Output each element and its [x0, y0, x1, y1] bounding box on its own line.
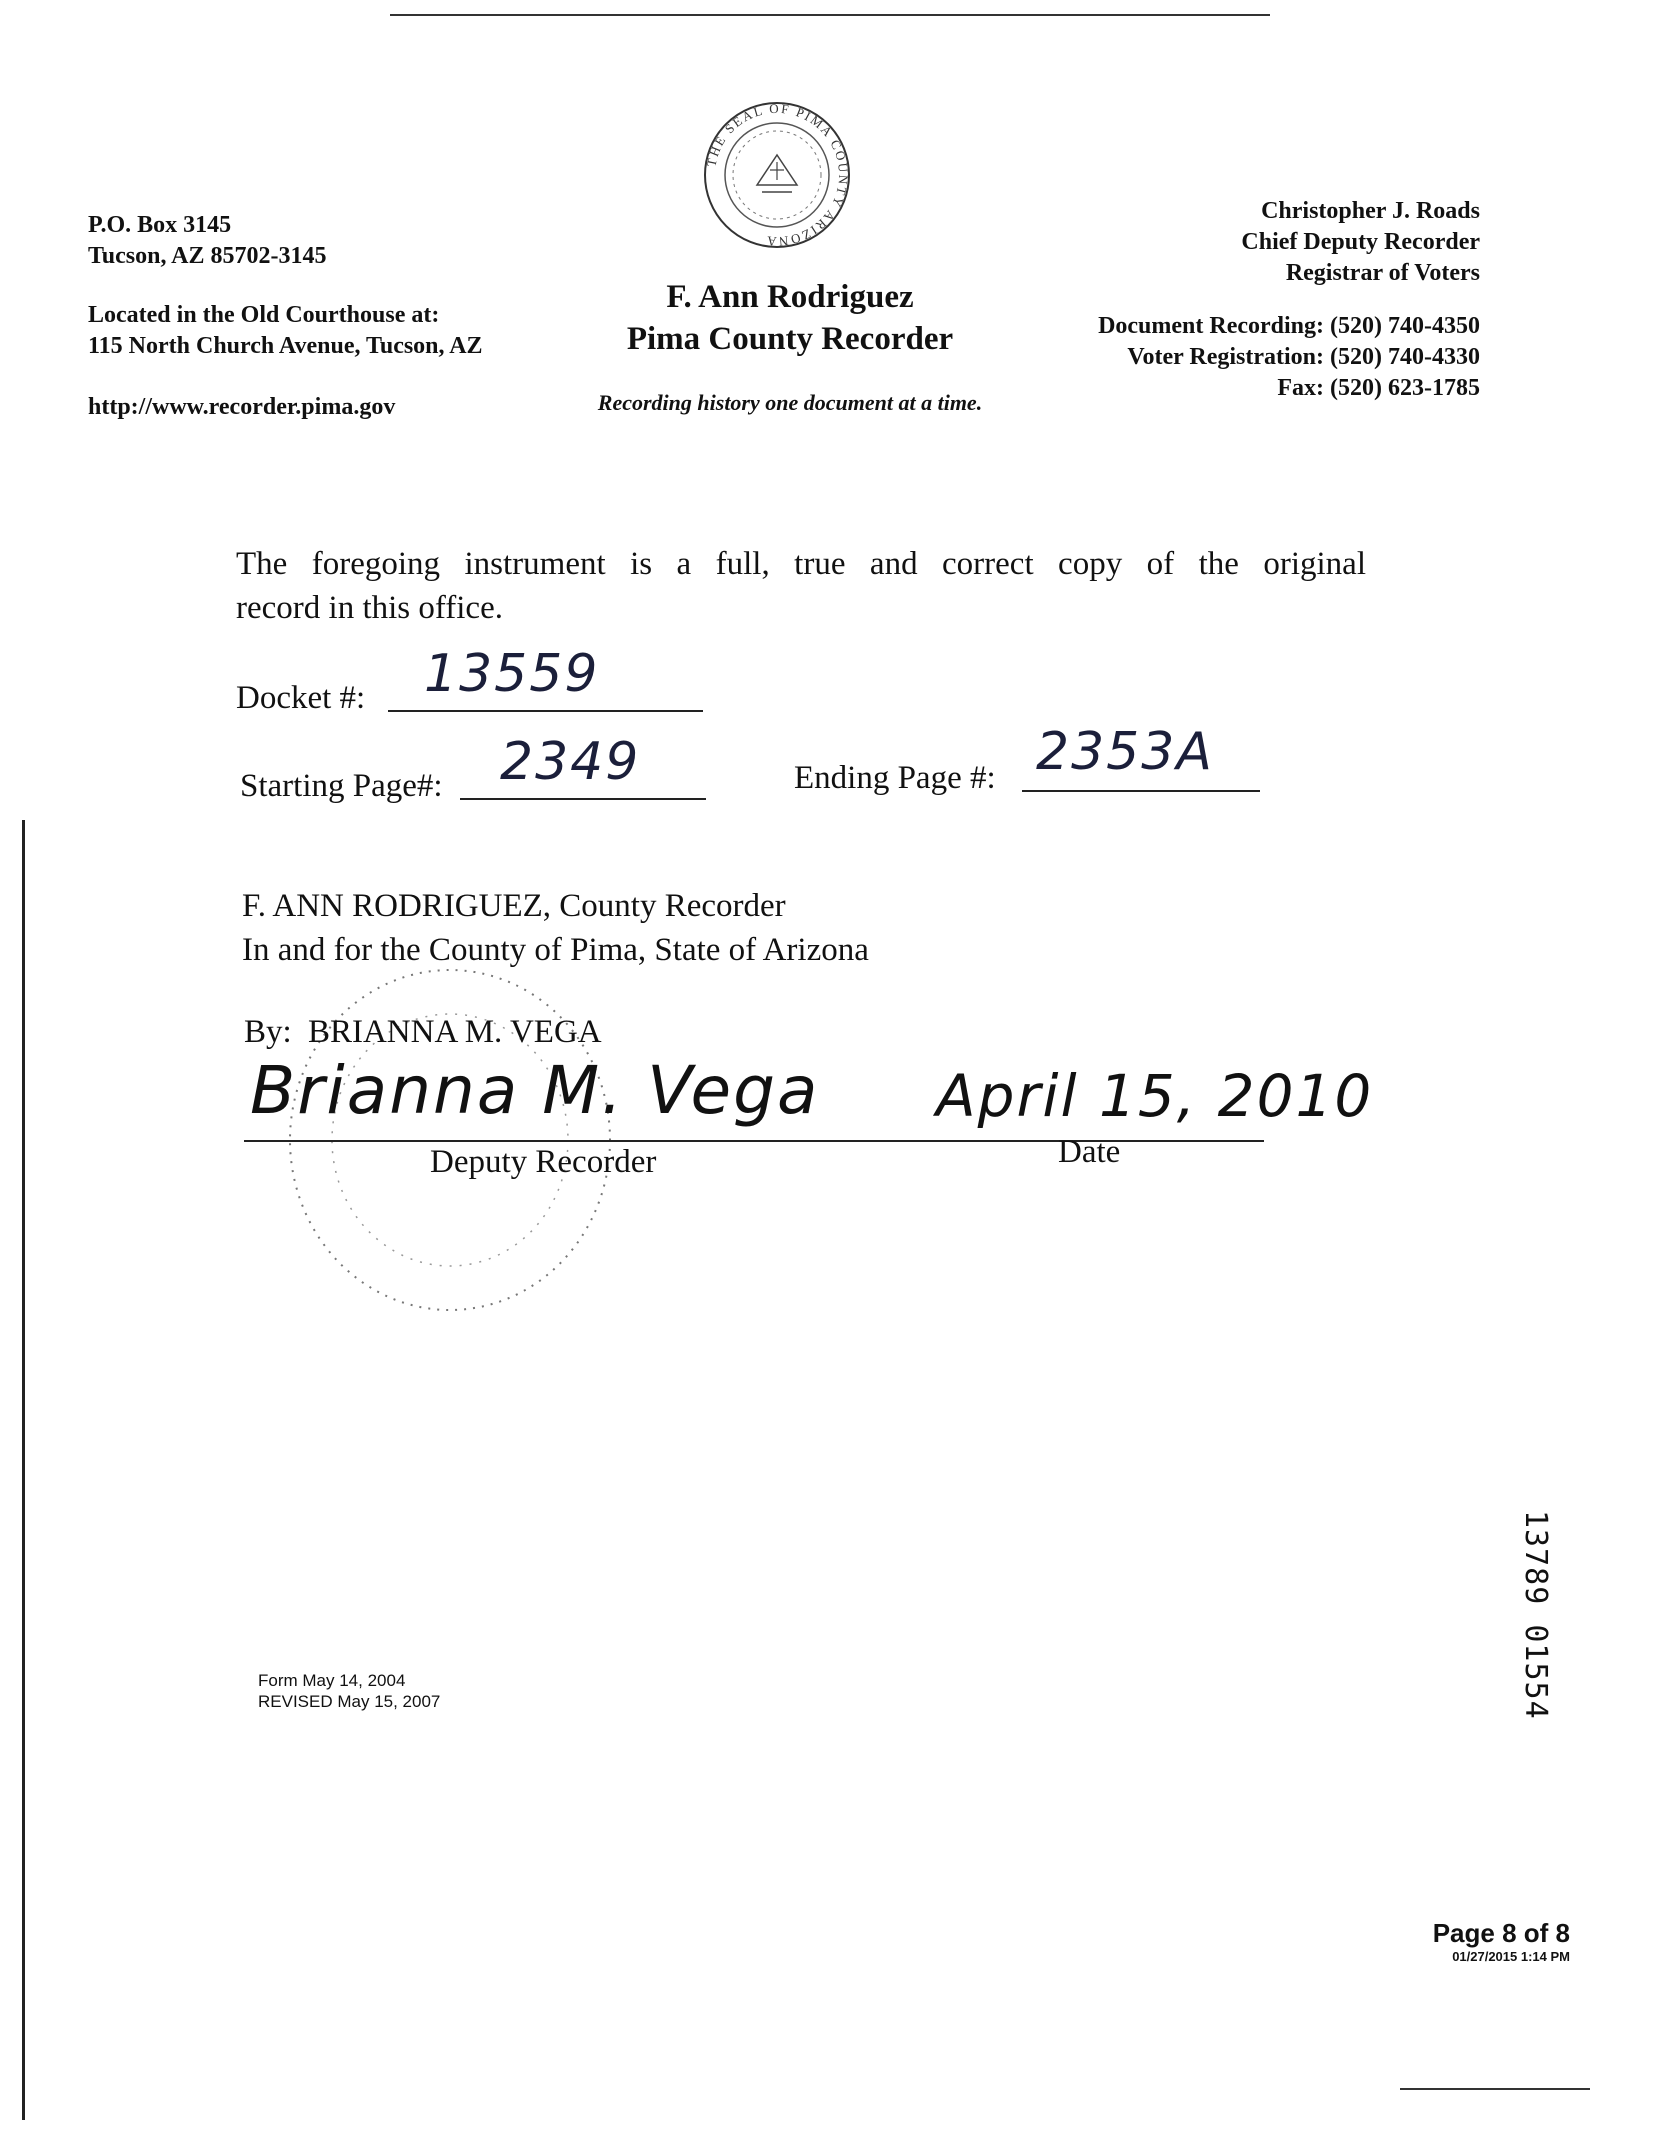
signature: Brianna M. Vega: [250, 1052, 820, 1129]
docket-value: 13559: [424, 644, 600, 704]
by-name: BRIANNA M. VEGA: [307, 1014, 602, 1050]
page-indicator-block: [1330, 1918, 1570, 1966]
city-zip: Tucson, AZ 85702-3145: [88, 243, 327, 269]
courthouse-address: 115 North Church Avenue, Tucson, AZ: [88, 333, 483, 359]
located-label: Located in the Old Courthouse at:: [88, 302, 440, 328]
certificate-statement: [236, 542, 1366, 630]
page-indicator: Page 8 of 8: [1432, 1918, 1570, 1948]
deputy-title: Chief Deputy Recorder: [1241, 229, 1480, 255]
form-date: Form May 14, 2004: [258, 1671, 406, 1690]
po-box: P.O. Box 3145: [88, 212, 232, 238]
ending-page-value: 2353A: [1036, 722, 1214, 782]
svg-text:THE SEAL OF PIMA COUNTY ARIZON: THE SEAL OF PIMA COUNTY ARIZONA: [703, 100, 852, 250]
recorder-block: [242, 884, 1142, 972]
header-left: [88, 210, 558, 423]
deputy-name: Christopher J. Roads: [1261, 198, 1480, 224]
by-line: [244, 1010, 602, 1054]
revised-date: REVISED May 15, 2007: [258, 1692, 441, 1711]
ending-page-label: Ending Page #:: [794, 760, 996, 796]
header-center: [560, 276, 1020, 418]
print-timestamp: 01/27/2015 1:14 PM: [1452, 1949, 1570, 1964]
recorder-office: Pima County Recorder: [626, 321, 954, 357]
top-rule: [390, 14, 1270, 16]
website-link[interactable]: http://www.recorder.pima.gov: [88, 394, 396, 420]
county-seal: [702, 100, 852, 250]
recorder-line-1: F. ANN RODRIGUEZ, County Recorder: [242, 888, 786, 924]
docket-label: Docket #:: [236, 680, 366, 716]
starting-page-field: [460, 732, 706, 800]
doc-recording-phone: Document Recording: (520) 740-4350: [1098, 313, 1480, 339]
signed-date: April 15, 2010: [936, 1062, 1374, 1130]
recorder-name: F. Ann Rodriguez: [666, 279, 914, 315]
docket-field: [388, 644, 703, 712]
deputy-recorder-label: Deputy Recorder: [430, 1144, 657, 1180]
vertical-doc-number: 13789 01554: [1518, 1510, 1553, 1720]
bottom-right-rule: [1400, 2088, 1590, 2090]
header-right: [1000, 196, 1480, 404]
voter-registration-phone: Voter Registration: (520) 740-4330: [1127, 344, 1480, 370]
form-dates: [258, 1670, 440, 1712]
statement-line-2: record in this office.: [236, 590, 503, 626]
left-margin-line: [22, 820, 25, 2120]
ending-page-field: [1022, 722, 1260, 792]
tagline: Recording history one document at a time.: [597, 390, 983, 415]
recorder-line-2: In and for the County of Pima, State of Arizona: [242, 932, 869, 968]
date-label: Date: [1058, 1134, 1121, 1170]
starting-page-value: 2349: [500, 732, 641, 792]
by-label: By:: [244, 1014, 292, 1050]
fax-number: Fax: (520) 623-1785: [1277, 375, 1480, 401]
statement-line-1: The foregoing instrument is a full, true and correct copy of the original: [236, 546, 1366, 582]
registrar-title: Registrar of Voters: [1285, 260, 1480, 286]
starting-page-label: Starting Page#:: [240, 768, 443, 804]
